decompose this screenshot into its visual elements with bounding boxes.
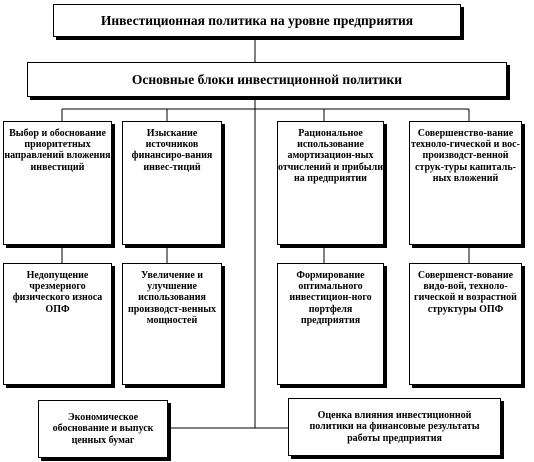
block-label: Рациональное использование амортизацион-ных отчислений и прибыли на предприятии	[278, 128, 383, 184]
block-label: Формирование оптимального инвестицион-ного портфеля предприятия	[289, 270, 372, 326]
block-wear-prevention	[3, 263, 112, 385]
block-opf-structure	[409, 263, 522, 385]
block-priority-directions	[3, 121, 112, 245]
main-blocks-label: Основные блоки инвестиционной политики	[131, 71, 403, 87]
main-blocks-box	[27, 62, 507, 97]
block-label: Совершенст-вование видо-вой, техноло-гической и возрастной структуры ОПФ	[414, 270, 517, 315]
block-label: Экономическое обоснование и выпуск ценных бумаг	[52, 412, 154, 446]
block-structure-improvement	[409, 121, 522, 245]
block-label: Увеличение и улучшение использования производст-венных мощностей	[127, 270, 217, 326]
block-label: Изыскание источников финансиро-вания инвес-тиций	[131, 128, 213, 173]
investment-policy-label: Инвестиционная политика на уровне предприятия	[100, 12, 414, 28]
block-label: Совершенство-вание техноло-гической и вос-производст-венной струк-туры капиталь-ных вложений	[411, 128, 520, 184]
block-portfolio-formation	[277, 263, 384, 385]
block-capacity-use	[122, 263, 222, 385]
block-label: Оценка влияния инвестиционной политики на финансовые результаты работы предприятия	[309, 410, 480, 444]
block-label: Выбор и обоснование приоритетных направлений вложения инвестиций	[4, 128, 111, 173]
block-label: Недопущение чрезмерного физического износа ОПФ	[12, 270, 103, 315]
block-policy-impact	[288, 398, 501, 456]
block-securities-issue	[38, 400, 168, 458]
block-depreciation-use	[277, 121, 384, 245]
block-financing-sources	[122, 121, 222, 245]
investment-policy-box	[53, 4, 461, 37]
